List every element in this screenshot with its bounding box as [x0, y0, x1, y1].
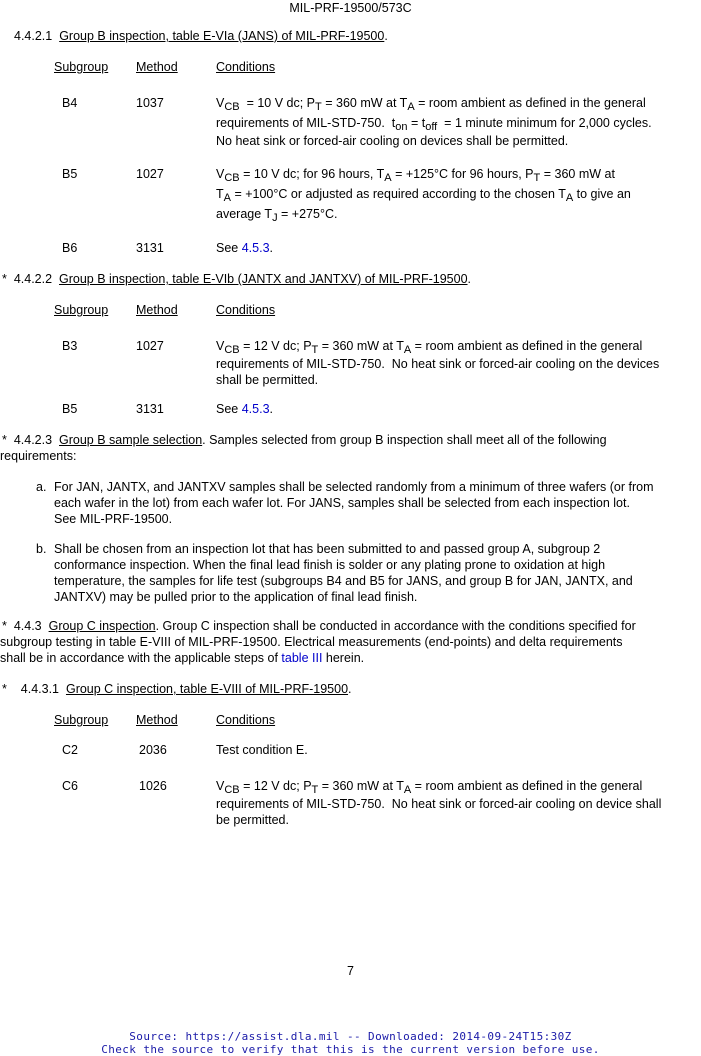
verify-footer-line: Check the source to verify that this is the current version before use. [101, 1043, 600, 1056]
table-row-method: 2036 [139, 743, 167, 757]
table-row-conditions: $V_{CB} = 12$ V dc; $P_T = 360$ mW at $T_A$ = room ambient as defined in the general requirements of MIL-STD-750. No heat sink or forced-air cooling on device shall be permitted. [216, 779, 662, 827]
table-row-subgroup: B3 [62, 339, 78, 353]
header-method: Method [136, 713, 178, 727]
table-row-conditions: $V_{CB} = 10$ V dc; for 96 hours, $T_A = +125^\circ C$ for 96 hours, $P_T = 360$ mW at $T_A = +100^\circ C$ or adjusted as required according to the chosen $T_A$ to give an average $T_J = +275^\circ C$. [216, 167, 631, 224]
header-method: Method [136, 60, 178, 74]
header-subgroup: Subgroup [54, 713, 109, 727]
section-title: Group B inspection, table E-VIb (JANTX and JANTXV) of MIL-PRF-19500 [59, 272, 468, 286]
reference-link-4-5-3[interactable]: 4.5.3 [241, 241, 270, 255]
table-row-method: 1027 [136, 167, 164, 181]
table-row-method: 3131 [136, 241, 164, 255]
table-row-conditions: $V_{CB} = 10$ V dc; $P_T = 360$ mW at $T_A$ = room ambient as defined in the general requirements of MIL-STD-750. $t_{on} = t_{off} = 1$ minute minimum for 2,000 cycles. No heat sink or forced-air cooling on devices shall be permitted. [216, 96, 652, 148]
header-conditions: Conditions [216, 60, 276, 74]
section-title: Group C inspection, table E-VIII of MIL-PRF-19500 [65, 682, 349, 696]
table-row-subgroup: B6 [62, 241, 78, 255]
table-row-conditions: See 4.5.3. [216, 402, 274, 416]
list-item: a. For JAN, JANTX, and JANTXV samples shall be selected randomly from a minimum of three wafers (or from each wafer in the lot) from each wafer lot. For JANS, samples shall be selected from each inspection lot. See MIL-PRF-19500. [36, 480, 654, 526]
table-row-conditions: $V_{CB} = 12$ V dc; $P_T = 360$ mW at $T_A$ = room ambient as defined in the general requirements of MIL-STD-750. No heat sink or forced-air cooling on the devices shall be permitted. [216, 339, 660, 387]
section-4-4-2-2-heading: * 4.4.2.2 Group B inspection, table E-VIb (JANTX and JANTXV) of MIL-PRF-19500. [2, 272, 472, 286]
table-row-method: 1026 [139, 779, 167, 793]
header-method: Method [136, 303, 178, 317]
document-id-header: MIL-PRF-19500/573C [289, 1, 412, 15]
list-item: b. Shall be chosen from an inspection lot that has been submitted to and passed group A, subgroup 2 conformance inspection. When the final lead finish is solder or any plating prone to oxidation at high temperature, the samples for life test (subgroups B4 and B5 for JANS, and group B for JAN, JANTX, and JANTXV) may be pulled prior to the application of final lead finish. [36, 542, 633, 604]
table-row-method: 1037 [136, 96, 164, 110]
table-row-subgroup: B4 [62, 96, 78, 110]
section-title: Group C inspection [48, 619, 156, 633]
table-row-subgroup: B5 [62, 402, 78, 416]
table-row-subgroup: B5 [62, 167, 78, 181]
table-row-method: 3131 [136, 402, 164, 416]
header-subgroup: Subgroup [54, 60, 109, 74]
section-4-4-3-paragraph: * 4.4.3 Group C inspection. Group C inspection shall be conducted in accordance with the conditions specified for subgroup testing in table E-VIII of MIL-PRF-19500. Electrical measurements (end-points) and delta requirements shall be in accordance with the applicable steps of table III herein. [0, 619, 636, 665]
page-number: 7 [347, 964, 354, 978]
table-row-method: 1027 [136, 339, 164, 353]
section-4-4-2-3-paragraph: * 4.4.2.3 Group B sample selection. Samples selected from group B inspection shall meet all of the following requirements: [0, 433, 607, 463]
table-row-subgroup: C2 [62, 743, 78, 757]
section-title: Group B sample selection [59, 433, 203, 447]
section-4-4-3-1-heading: * 4.4.3.1 Group C inspection, table E-VIII of MIL-PRF-19500. [2, 682, 352, 696]
table-row-subgroup: C6 [62, 779, 78, 793]
table-iii-link[interactable]: table III [281, 651, 323, 665]
header-conditions: Conditions [216, 303, 276, 317]
reference-link-4-5-3[interactable]: 4.5.3 [241, 402, 270, 416]
table-row-conditions: Test condition E. [216, 743, 308, 757]
section-title: Group B inspection, table E-VIa (JANS) of MIL-PRF-19500 [59, 29, 385, 43]
section-4-4-2-1-heading: 4.4.2.1 Group B inspection, table E-VIa (JANS) of MIL-PRF-19500. [14, 29, 388, 43]
header-subgroup: Subgroup [54, 303, 109, 317]
header-conditions: Conditions [216, 713, 276, 727]
table-row-conditions: See 4.5.3. [216, 241, 274, 255]
source-footer-line: Source: https://assist.dla.mil -- Downloaded: 2014-09-24T15:30Z [129, 1030, 572, 1043]
